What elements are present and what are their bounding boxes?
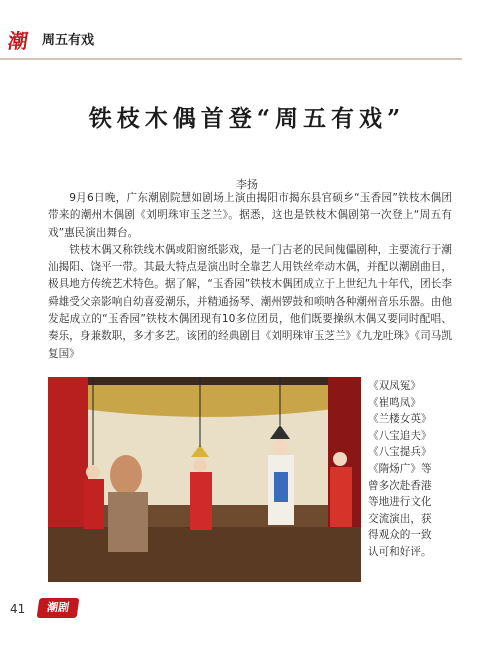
side-line: 《崔鸣凤》 (368, 396, 421, 409)
side-line: 《兰楼女英》 (368, 413, 432, 426)
side-line: 认可和好评。 (368, 545, 432, 558)
side-line: 《隋炀广》等 (368, 462, 432, 475)
header-divider (0, 58, 462, 60)
side-line: 得观众的一致 (368, 529, 432, 542)
page-number: 41 (10, 602, 26, 616)
header-bar (0, 0, 494, 62)
magazine-logo: 潮 (6, 29, 28, 53)
side-line: 曾多次赴香港 (368, 479, 432, 492)
paragraph: 铁枝木偶又称铁线木偶或阳窗纸影戏，是一门古老的民间傀儡剧种，主要流行于潮汕揭阳、饶平一带。其最大特点是演出时全靠艺人用铁丝牵动木偶，并配以潮剧曲目，极具地方传统艺术特色。据了解，“玉香园”铁枝木偶团成立于上世纪九十年代，团长李舜雄受父亲影响自幼喜爱潮乐，并精通扬琴、潮州锣鼓和唢呐各种潮州音乐乐器。由他发起成立的“玉香园”铁枝木偶团现有10多位团员，他们既要操纵木偶又要同时配唱、奏乐，身兼数职，多才多艺。该团的经典剧目《刘明珠审玉芝兰》《九龙吐珠》《司马凯复国》 (48, 243, 452, 360)
sidebar-text (368, 378, 454, 561)
section-title: 周五有戏 (42, 33, 95, 48)
side-line: 《八宝追夫》 (368, 429, 432, 442)
side-line: 《双凤冤》 (368, 380, 421, 392)
article-body (48, 190, 452, 363)
paragraph: 9月6日晚，广东潮剧院慧如剧场上演由揭阳市揭东县官硕乡“玉香园”铁枝木偶团带来的潮州木偶剧《刘明珠审玉芝兰》。据悉，这也是铁枝木偶剧第一次登上“周五有戏”惠民演出舞台。 (48, 192, 452, 239)
side-line: 等地进行文化 (368, 496, 432, 509)
puppet-photo (48, 377, 361, 582)
side-line: 交流演出，获 (368, 512, 432, 525)
side-line: 《八宝提兵》 (368, 446, 432, 459)
footer-logo: 潮剧 (37, 598, 80, 618)
article-title: 铁枝木偶首登“周五有戏” (88, 105, 406, 132)
article-author: 李扬 (236, 178, 258, 191)
